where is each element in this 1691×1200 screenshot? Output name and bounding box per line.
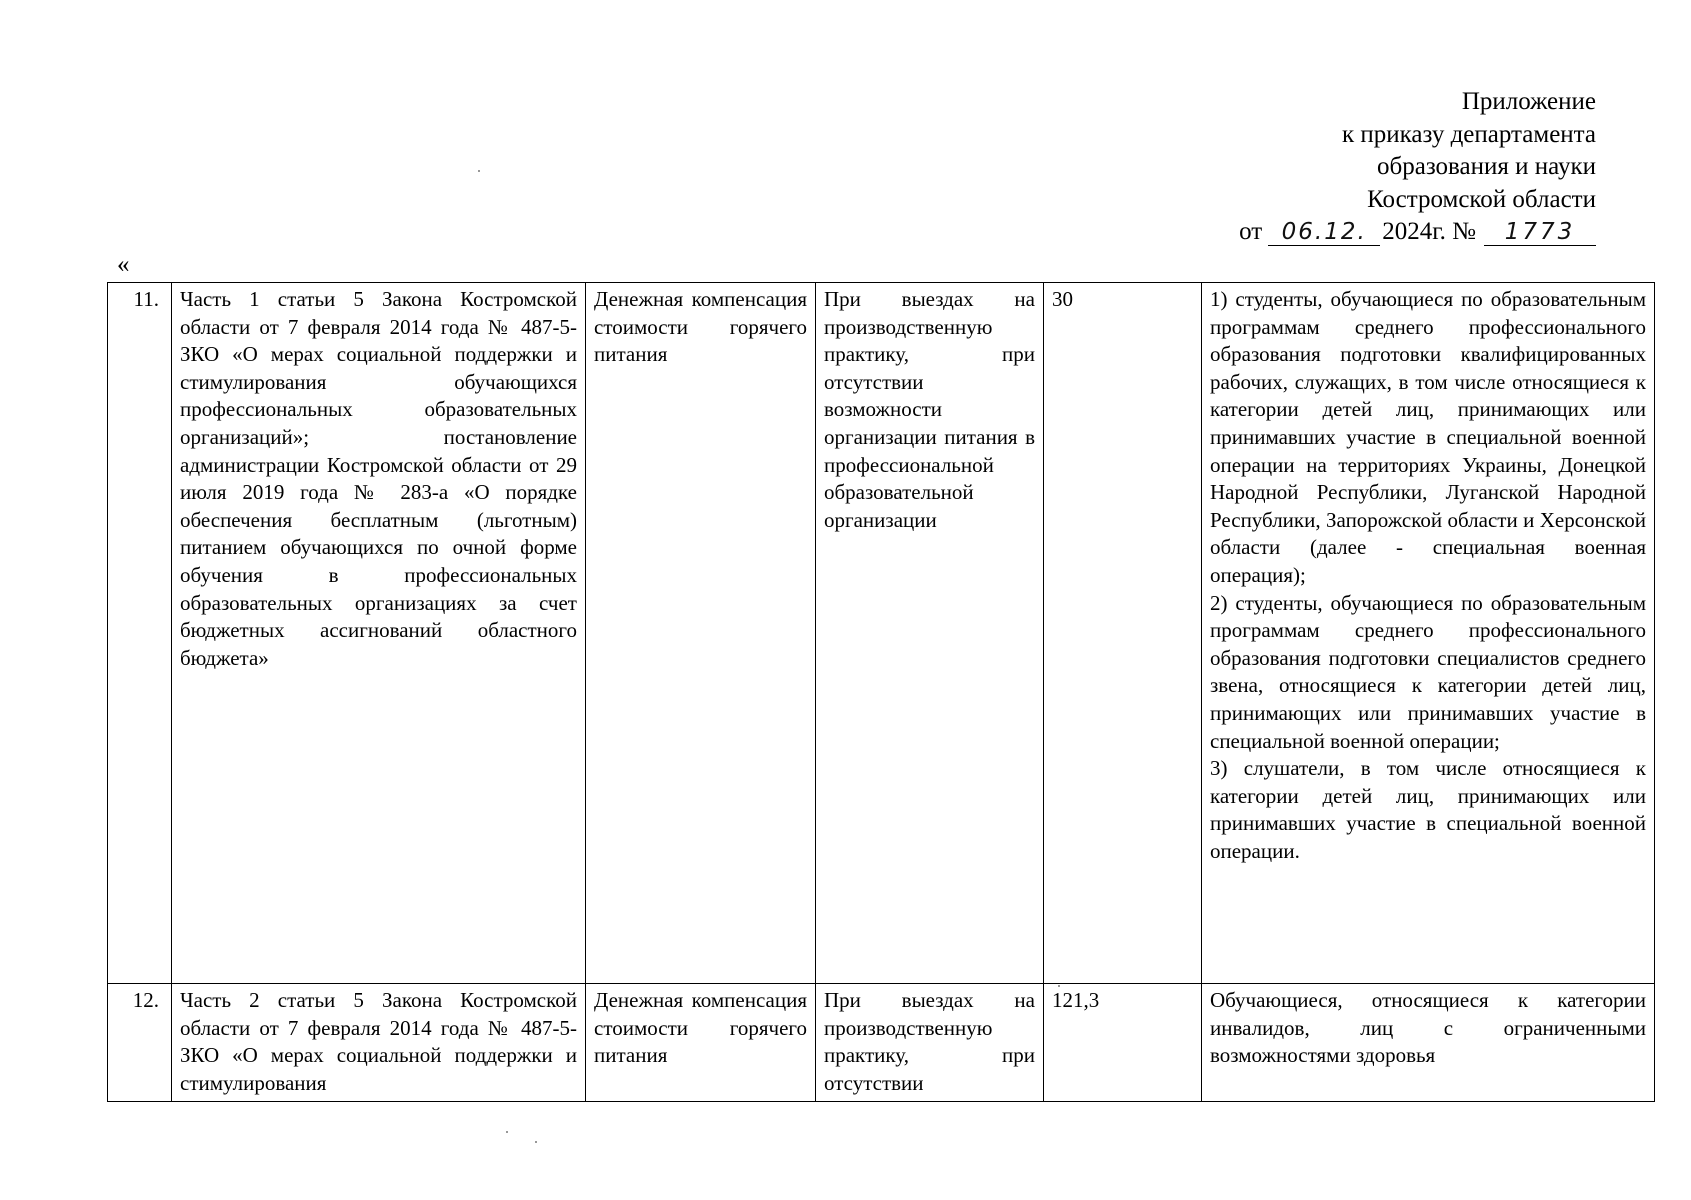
table-row <box>108 984 1655 1102</box>
benefits-table <box>107 282 1655 1102</box>
recipient-item: 2) студенты, обучающиеся по образовательным программам среднего профессионального образования подготовки специалистов среднего звена, относящиеся к категории детей лиц, принимающих или принимавших участие в специальной военной операции; <box>1210 590 1646 753</box>
appendix-title: Приложение <box>1461 88 1596 115</box>
table-row <box>108 283 1655 984</box>
opening-quote: « <box>117 251 130 278</box>
row-number: 12. <box>108 984 172 1102</box>
recipients-cell <box>1202 283 1655 984</box>
handwritten-date: 06.12. <box>1268 219 1380 246</box>
order-date-number-line <box>1176 216 1596 249</box>
conditions-cell: При выездах на производственную практику, при отсутствии возможности организации питания в профессиональной образовательной организации <box>816 283 1044 984</box>
department-name-line: образования и науки <box>1377 153 1596 180</box>
row-number: 11. <box>108 283 172 984</box>
scan-speck <box>1058 985 1060 987</box>
document-header <box>1176 86 1596 249</box>
recipients-cell <box>1202 984 1655 1102</box>
amount-cell: 121,3 <box>1044 984 1202 1102</box>
date-prefix: от <box>1239 218 1263 245</box>
recipient-item: Обучающиеся, относящиеся к категории инвалидов, лиц с ограниченными возможностями здоровья <box>1210 988 1646 1068</box>
region-name-line: Костромской области <box>1367 185 1596 213</box>
measure-cell: Денежная компенсация стоимости горячего питания <box>586 283 816 984</box>
legal-basis-cell: Часть 2 статьи 5 Закона Костромской области от 7 февраля 2014 года № 487-5-ЗКО «О мерах социальной поддержки и стимулирования <box>172 984 586 1102</box>
order-reference-line: к приказу департамента <box>1341 120 1596 148</box>
year-and-number-label: 2024г. № <box>1382 218 1476 245</box>
scan-speck <box>506 1131 508 1133</box>
amount-cell: 30 <box>1044 283 1202 984</box>
recipient-item: 3) слушатели, в том числе относящиеся к категории детей лиц, принимающих или принимавших участие в специальной военной операции. <box>1210 756 1646 863</box>
measure-cell: Денежная компенсация стоимости горячего питания <box>586 984 816 1102</box>
legal-basis-cell: Часть 1 статьи 5 Закона Костромской области от 7 февраля 2014 года № 487-5-ЗКО «О мерах социальной поддержки и стимулирования обучающихся профессиональных образовательных организаций»; постановление администрации Костромской области от 29 июля 2019 года № 283-а «О порядке обеспечения бесплатным (льготным) питанием обучающихся по очной форме обучения в профессиональных образовательных организациях за счет бюджетных ассигнований областного бюджета» <box>172 283 586 984</box>
recipient-item: 1) студенты, обучающиеся по образовательным программам среднего профессионального образования подготовки квалифицированных рабочих, служащих, в том числе относящиеся к категории детей лиц, принимающих или принимавших участие в специальной военной операции на территориях Украины, Донецкой Народной Республики, Луганской Народной Республики, Запорожской области и Херсонской области (далее - специальная военная операция); <box>1210 287 1646 587</box>
scan-speck <box>478 170 480 172</box>
scan-speck <box>535 1141 537 1143</box>
handwritten-order-number: 1773 <box>1484 219 1596 246</box>
conditions-cell: При выездах на производственную практику, при отсутствии <box>816 984 1044 1102</box>
